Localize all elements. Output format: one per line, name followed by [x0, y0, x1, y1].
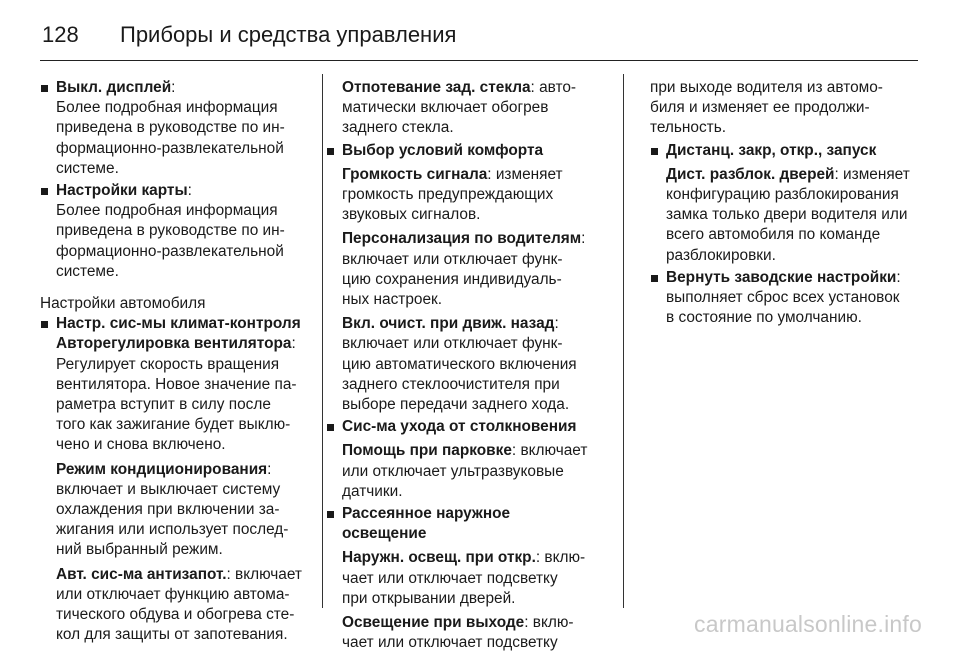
item-description: Более подробная информация приведена в руководстве по ин- формационно-развлекательной системе. [56, 202, 285, 280]
setting-entry: Авторегулировка вентилятора: Регулирует скорость вращения вентилятора. Новое значение па- раметра вступит в силу после того как зажигание будет выклю- чено и снова включено. [56, 335, 297, 454]
bullet-item: Настройки карты: [40, 181, 306, 201]
item-label: Выбор условий комфорта [342, 141, 544, 159]
column-2 [342, 78, 610, 653]
item-description: выполняет сброс всех установок в состояние по умолчанию. [666, 289, 900, 327]
setting-entry: Отпотевание зад. стекла: авто- матически включает обогрев заднего стекла. [342, 79, 577, 137]
bullet-square-icon [41, 188, 48, 195]
bullet-item: Вернуть заводские настройки: [650, 268, 920, 288]
bullet-square-icon [651, 275, 658, 282]
bullet-square-icon [651, 148, 658, 155]
column-1 [40, 78, 306, 645]
item-label: Выкл. дисплей [56, 79, 172, 96]
setting-entry: Дист. разблок. дверей: изменяет конфигурацию разблокирования замка только двери водителя или всего автомобиля по команде разблокировки. [666, 165, 910, 264]
setting-entry: Помощь при парковке: включает или отключает ультразвуковые датчики. [342, 442, 588, 500]
page-title: Приборы и средства управления [120, 22, 457, 47]
bullet-item [40, 314, 306, 334]
setting-entry-continued: при выходе водителя из автомо- биля и изменяет ее продолжи- тельность. [650, 79, 883, 137]
item-label: Дистанц. закр, откр., запуск [666, 141, 877, 159]
bullet-square-icon [327, 148, 334, 155]
bullet-square-icon [41, 321, 48, 328]
bullet-item: Выкл. дисплей: [40, 78, 306, 98]
page-header [42, 14, 922, 56]
section-heading: Настройки автомобиля [40, 295, 206, 313]
column-3 [650, 78, 920, 328]
setting-entry: Режим кондиционирования: включает и выключает систему охлаждения при включении за- жигания или использует послед- ний выбранный режим. [56, 460, 289, 559]
item-label: Рассеянное наружное освещение [342, 505, 511, 543]
header-divider [40, 60, 918, 61]
watermark: carmanualsonline.info [694, 611, 922, 637]
setting-entry: Освещение при выходе: вклю- чает или отключает подсветку [342, 614, 574, 652]
setting-entry: Авт. сис-ма антизапот.: включает или отключает функцию автома- тического обдува и обогрева сте- кол для защиты от запотевания. [56, 565, 302, 644]
setting-entry: Персонализация по водителям: включает или отключает функ- цию сохранения индивидуаль- ных настроек. [342, 230, 586, 309]
page-number: 128 [42, 22, 79, 47]
setting-entry: Громкость сигнала: изменяет громкость предупреждающих звуковых сигналов. [342, 165, 563, 224]
item-label: Настр. сис-мы климат-контроля [56, 315, 301, 333]
item-label: Сис-ма ухода от столкновения [342, 418, 577, 436]
bullet-item [326, 141, 610, 161]
bullet-square-icon [327, 424, 334, 431]
column-divider-2 [623, 74, 624, 608]
bullet-square-icon [327, 511, 334, 518]
bullet-item [326, 417, 610, 437]
setting-entry: Вкл. очист. при движ. назад: включает или отключает функ- цию автоматического включения заднего стеклоочистителя при выборе передачи заднего хода. [342, 315, 577, 414]
setting-entry: Наружн. освещ. при откр.: вклю- чает или отключает подсветку при открывании дверей. [342, 549, 586, 607]
bullet-square-icon [41, 85, 48, 92]
item-description: Более подробная информация приведена в руководстве по ин- формационно-развлекательной системе. [56, 99, 285, 177]
bullet-item [326, 504, 610, 544]
item-label: Настройки карты [56, 182, 188, 200]
item-label: Вернуть заводские настройки [666, 268, 897, 286]
bullet-item [650, 141, 920, 161]
column-divider-1 [322, 74, 323, 608]
